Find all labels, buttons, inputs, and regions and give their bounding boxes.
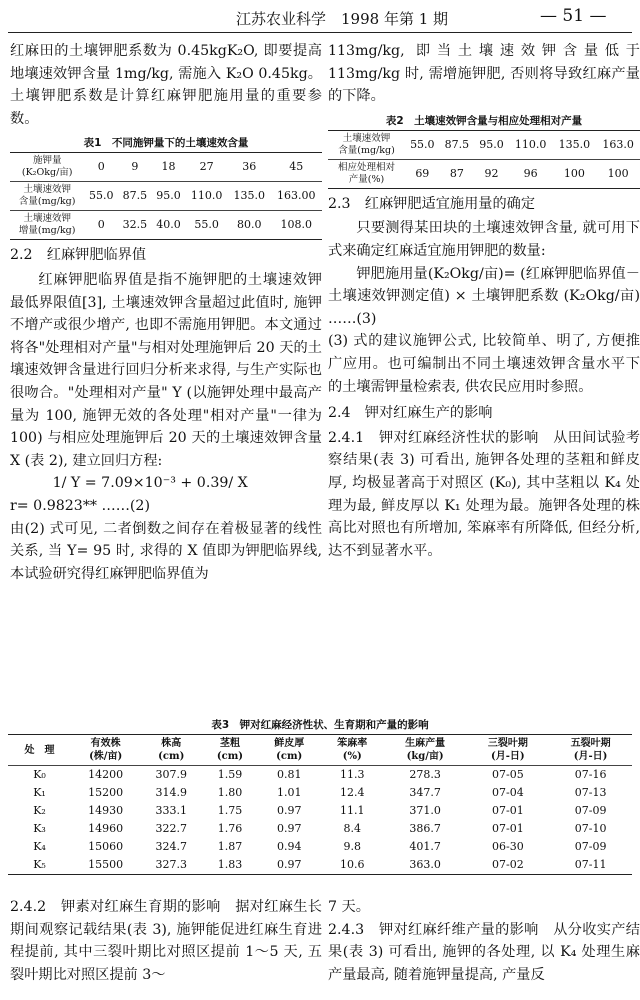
table3-cell: 14960 [88, 822, 124, 835]
table3-cell: 06-30 [491, 840, 524, 853]
table3-cell: 1.01 [276, 786, 302, 799]
header-rule [8, 32, 632, 33]
table3-cell: 07-09 [574, 804, 607, 817]
table2-cell: 135.0 [552, 130, 596, 159]
table1-row-label: 施钾量 (K₂Okg/亩) [10, 153, 84, 182]
table1-cell: 55.0 [84, 182, 118, 211]
paragraph-formula-note: (3) 式的建议施钾公式, 比较简单、明了, 方便推广应用。也可编制出不同土壤速效钾含量水平下的土壤需钾量检索表, 供农民应用时参照。 [328, 333, 640, 395]
table3-cell: 9.8 [343, 840, 361, 853]
table3-header-row [8, 735, 632, 766]
table3-cell: 1.59 [217, 768, 243, 781]
table2-cell: 163.0 [596, 130, 640, 159]
paragraph-2-4-2: 2.4.2 钾素对红麻生育期的影响 据对红麻生长期间观察记载结果(表 3), 施钾能促进红麻生育进程提前, 其中三裂叶期比对照区提前 1～5 天, 五裂叶期比对照区提前 3～ [10, 899, 322, 983]
table3-cell: 14930 [88, 804, 124, 817]
table3-cell: 10.6 [321, 856, 384, 875]
left-column [10, 40, 322, 585]
paragraph-determine: 只要测得某田块的土壤速效钾含量, 就可用下式来确定红麻适宜施用钾肥的数量: [328, 220, 640, 259]
table3-cell: 1.87 [217, 840, 243, 853]
table2-row-label: 相应处理相对 产量(%) [328, 159, 405, 188]
table3-cell: 07-01 [491, 804, 524, 817]
table3-cell: 07-11 [549, 856, 632, 875]
table3-cell: 386.7 [409, 822, 441, 835]
table-row [8, 856, 632, 875]
table3-column-header: 三裂叶期 (月-日) [466, 735, 549, 766]
table3-cell: 324.7 [155, 840, 187, 853]
page-number: — 51 — [540, 6, 607, 26]
table1-cell: 87.5 [118, 182, 152, 211]
table3-cell: 1.80 [217, 786, 243, 799]
table2-cell: 95.0 [474, 130, 509, 159]
table1-row-label: 土壤速效钾 含量(mg/kg) [10, 182, 84, 211]
table3-cell: 327.3 [140, 856, 202, 875]
table3-cell: 11.3 [339, 768, 365, 781]
table1-cell: 45 [270, 153, 322, 182]
table3-cell: 0.97 [276, 822, 302, 835]
table3-cell: 322.7 [155, 822, 187, 835]
table2-cell: 87 [440, 159, 475, 188]
table3-cell: 15200 [88, 786, 124, 799]
table1-cell: 18 [152, 153, 186, 182]
paragraph-2-4-1: 2.4.1 钾对红麻经济性状的影响 从田间试验考察结果(表 3) 可看出, 施钾各处理的茎粗和鲜皮厚, 均极显著高于对照区 (K₀), 其中茎粗以 K₄ 处理为最, 鲜皮厚以 K₁ 处理为最。施钾各处理的株高比对照也有所增加, 笨麻率有所降低, 但经分析, 达不到显著水平。 [328, 429, 640, 559]
bottom-right-paragraph [328, 896, 640, 986]
table1-cell: 95.0 [152, 182, 186, 211]
table1-cell: 55.0 [185, 211, 228, 240]
table3-cell: 12.4 [339, 786, 365, 799]
table3-cell: 371.0 [409, 804, 441, 817]
section-2-3-heading: 2.3 红麻钾肥适宜施用量的确定 [328, 195, 536, 212]
section-2-2-heading: 2.2 红麻钾肥临界值 [10, 247, 147, 264]
table-row [8, 838, 632, 856]
table1-cell: 80.0 [228, 211, 271, 240]
table3-column-header: 有效株 (株/亩) [71, 735, 140, 766]
table3-cell: 07-04 [491, 786, 524, 799]
journal-title: 江苏农业科学 1998 年第 1 期 [236, 10, 449, 28]
table3-block [8, 712, 632, 875]
table3-cell: 1.76 [217, 822, 243, 835]
page-header [0, 0, 640, 34]
table3-cell: 363.0 [384, 856, 467, 875]
table2 [328, 130, 640, 189]
table3-column-header: 处 理 [8, 735, 71, 766]
table3-cell: 0.97 [258, 856, 321, 875]
table2-cell: 92 [474, 159, 509, 188]
table1-caption: 表1 不同施钾量下的土壤速效含量 [83, 137, 249, 150]
table3 [8, 734, 632, 875]
bottom-left-paragraph [10, 896, 322, 986]
table3-cell: K₀ [33, 768, 46, 781]
table1-cell: 0 [84, 153, 118, 182]
table3-cell: K₁ [33, 786, 46, 799]
table2-cell: 55.0 [405, 130, 440, 159]
table2-cell: 69 [405, 159, 440, 188]
table3-cell: 0.94 [276, 840, 302, 853]
table-row [10, 211, 322, 240]
table3-cell: 401.7 [409, 840, 441, 853]
table-row [8, 766, 632, 785]
table3-caption: 表3 钾对红麻经济性状、生育期和产量的影响 [211, 719, 429, 731]
table-row [10, 182, 322, 211]
table3-cell: K₄ [33, 840, 46, 853]
table-row [10, 153, 322, 182]
table3-cell: 8.4 [343, 822, 361, 835]
table2-row-label: 土壤速效钾 含量(mg/kg) [328, 130, 405, 159]
table3-cell: 07-10 [574, 822, 607, 835]
paragraph-analysis: 由(2) 式可见, 二者倒数之间存在着极显著的线性关系, 当 Y= 95 时, 求得的 X 值即为钾肥临界线, 本试验研究得红麻钾肥临界值为 [10, 520, 322, 582]
formula-paragraph: 钾肥施用量(K₂Okg/亩)= (红麻钾肥临界值－ 土壤速效钾测定值) × 土壤钾肥系数 (K₂Okg/亩) ……(3) [328, 265, 640, 327]
equation-r: r= 0.9823** ……(2) [10, 497, 150, 514]
table1-cell: 27 [185, 153, 228, 182]
table-row [8, 802, 632, 820]
table3-column-header: 株高 (cm) [140, 735, 202, 766]
table1-cell: 110.0 [185, 182, 228, 211]
table3-cell: K₅ [8, 856, 71, 875]
table1-cell: 0 [84, 211, 118, 240]
table3-column-header: 茎粗 (cm) [202, 735, 257, 766]
table2-cell: 100 [552, 159, 596, 188]
equation-regression: 1/ Y = 7.09×10⁻³ + 0.39/ X [52, 475, 248, 492]
table3-cell: 15500 [71, 856, 140, 875]
table1-cell: 9 [118, 153, 152, 182]
table1-cell: 40.0 [152, 211, 186, 240]
table-row [8, 784, 632, 802]
table3-cell: 314.9 [155, 786, 187, 799]
table1 [10, 152, 322, 240]
section-2-4-heading: 2.4 钾对红麻生产的影响 [328, 405, 493, 422]
intro-paragraph: 红麻田的土壤钾肥系数为 0.45kgK₂O, 即要提高地壤速效钾含量 1mg/kg, 需施入 K₂O 0.45kg。土壤钾肥系数是计算红麻钾肥施用量的重要参数。 [10, 43, 322, 127]
table2-caption: 表2 土壤速效钾含量与相应处理相对产量 [385, 114, 583, 127]
table-row [8, 820, 632, 838]
table3-cell: 0.81 [276, 768, 302, 781]
table-row [328, 159, 640, 188]
table3-cell: 1.75 [217, 804, 243, 817]
paragraph-critical-value: 红麻钾肥临界值是指不施钾肥的土壤速效钾最低界限值[3], 土壤速效钾含量超过此值时, 施钾不增产或很少增产, 也即不需施用钾肥。本文通过将各"处理相对产量"与相对处理施钾后 20 天的土壤速效钾含量进行回归分析来求得, 与生产实际也很吻合。"处理相对产量" Y (以施钾处理中最高产量为 100, 施钾无效的各处理"相对产量"一律为 100) 与相应处理施钾后 20 天的土壤速效钾含量 X (表 2), 建立回归方程: [10, 271, 322, 469]
table3-cell: 07-01 [491, 822, 524, 835]
table3-cell: 333.1 [155, 804, 187, 817]
table3-cell: 07-09 [574, 840, 607, 853]
table3-column-header: 笨麻率 (%) [321, 735, 384, 766]
table2-cell: 100 [596, 159, 640, 188]
table3-cell: 347.7 [409, 786, 441, 799]
table2-cell: 96 [509, 159, 553, 188]
table3-column-header: 鲜皮厚 (cm) [258, 735, 321, 766]
table2-cell: 110.0 [509, 130, 553, 159]
table3-cell: K₃ [33, 822, 46, 835]
table1-cell: 36 [228, 153, 271, 182]
table3-cell: 0.97 [276, 804, 302, 817]
table1-cell: 135.0 [228, 182, 271, 211]
table1-cell: 163.00 [270, 182, 322, 211]
table-row [328, 130, 640, 159]
table2-cell: 87.5 [440, 130, 475, 159]
table3-cell: 07-16 [574, 768, 607, 781]
table3-cell: 07-02 [466, 856, 549, 875]
table3-cell: 07-13 [574, 786, 607, 799]
paragraph-2-4-3: 7 天。 2.4.3 钾对红麻纤维产量的影响 从分收实产结果(表 3) 可看出, 施钾的各处理, 以 K₄ 处理生麻产量最高, 随着施钾量提高, 产量反 [328, 899, 640, 983]
table3-column-header: 生麻产量 (kg/亩) [384, 735, 467, 766]
table3-cell: 278.3 [409, 768, 441, 781]
table3-cell: 11.1 [339, 804, 365, 817]
right-column [328, 40, 640, 562]
table1-row-label: 土壤速效钾 增量(mg/kg) [10, 211, 84, 240]
table3-cell: 07-05 [491, 768, 524, 781]
table3-cell: 307.9 [155, 768, 187, 781]
table3-cell: 1.83 [202, 856, 257, 875]
table3-cell: 15060 [88, 840, 124, 853]
paragraph-continued: 113mg/kg, 即当土壤速效钾含量低于 113mg/kg 时, 需增施钾肥, 否则将导致红麻产量的下降。 [328, 43, 640, 105]
table1-cell: 32.5 [118, 211, 152, 240]
table3-cell: 14200 [88, 768, 124, 781]
table3-cell: K₂ [33, 804, 46, 817]
table3-column-header: 五裂叶期 (月-日) [549, 735, 632, 766]
table1-cell: 108.0 [270, 211, 322, 240]
